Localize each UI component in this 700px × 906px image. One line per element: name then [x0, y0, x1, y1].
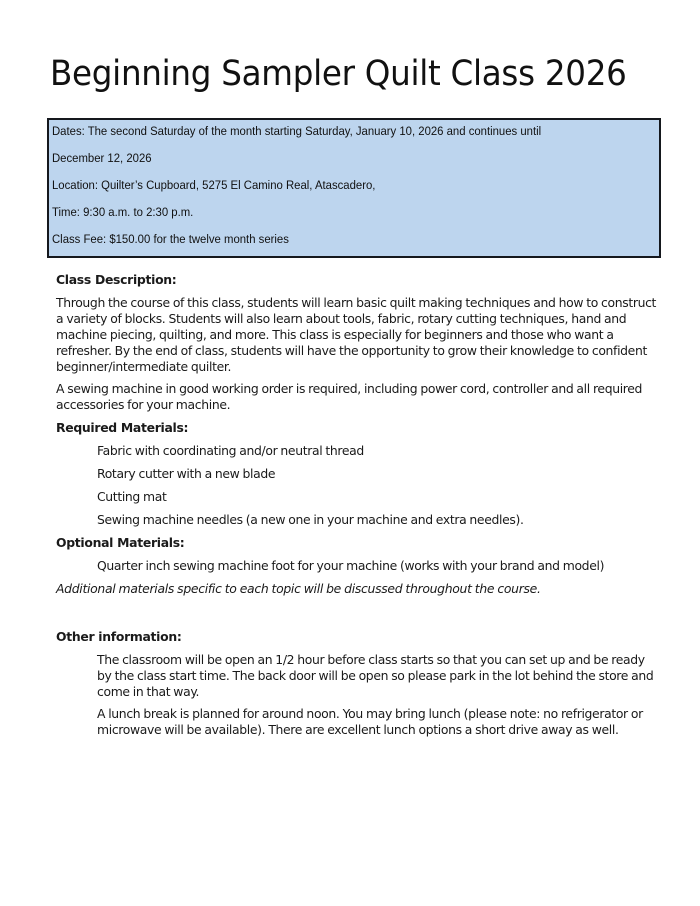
optional-material-item: Quarter inch sewing machine foot for your machine (works with your brand and model) [97, 558, 605, 573]
other-information-heading: Other information: [56, 629, 182, 644]
required-material-item: Cutting mat [97, 489, 167, 504]
optional-materials-section [56, 535, 661, 597]
required-materials-section [56, 420, 661, 528]
class-description-heading: Class Description: [56, 272, 177, 287]
lunch-break-paragraph: A lunch break is planned for around noon. You may bring lunch (please note: no refrigerator or microwave will be available). There are excellent lunch options a short drive away as well. [97, 706, 643, 737]
class-description-section [56, 272, 661, 413]
class-description-paragraph: Through the course of this class, students will learn basic quilt making techniques and how to construct a variety of blocks. Students will also learn about tools, fabric, rotary cutting techniques, hand and machine piecing, quilting, and more. This class is especially for beginners and those who want a refresher. By the end of class, students will have the opportunity to grow their knowledge to confident beginner/intermediate quilter. [56, 295, 657, 374]
other-information-section [56, 629, 661, 738]
classroom-open-paragraph: The classroom will be open an 1/2 hour before class starts so that you can set up and be ready by the class start time. The back door will be open so please park in the lot behind the store and come in that way. [97, 652, 654, 699]
additional-materials-note: Additional materials specific to each topic will be discussed throughout the course. [56, 581, 541, 596]
location-line: Location: Quilter’s Cupboard, 5275 El Camino Real, Atascadero, [52, 178, 376, 192]
dates-end-line: December 12, 2026 [52, 151, 152, 165]
required-material-item: Fabric with coordinating and/or neutral thread [97, 443, 364, 458]
required-material-item: Rotary cutter with a new blade [97, 466, 276, 481]
required-material-item: Sewing machine needles (a new one in your machine and extra needles). [97, 512, 524, 527]
document-title: Beginning Sampler Quilt Class 2026 [50, 54, 627, 94]
class-details-box [47, 118, 661, 258]
document-body [56, 272, 661, 744]
sewing-machine-requirement: A sewing machine in good working order is required, including power cord, controller and all required accessories for your machine. [56, 381, 643, 412]
section-spacer [56, 597, 661, 629]
dates-line: Dates: The second Saturday of the month starting Saturday, January 10, 2026 and continues until [52, 124, 542, 138]
time-line: Time: 9:30 a.m. to 2:30 p.m. [52, 205, 194, 219]
fee-line: Class Fee: $150.00 for the twelve month series [52, 232, 289, 246]
optional-materials-heading: Optional Materials: [56, 535, 185, 550]
required-materials-heading: Required Materials: [56, 420, 189, 435]
